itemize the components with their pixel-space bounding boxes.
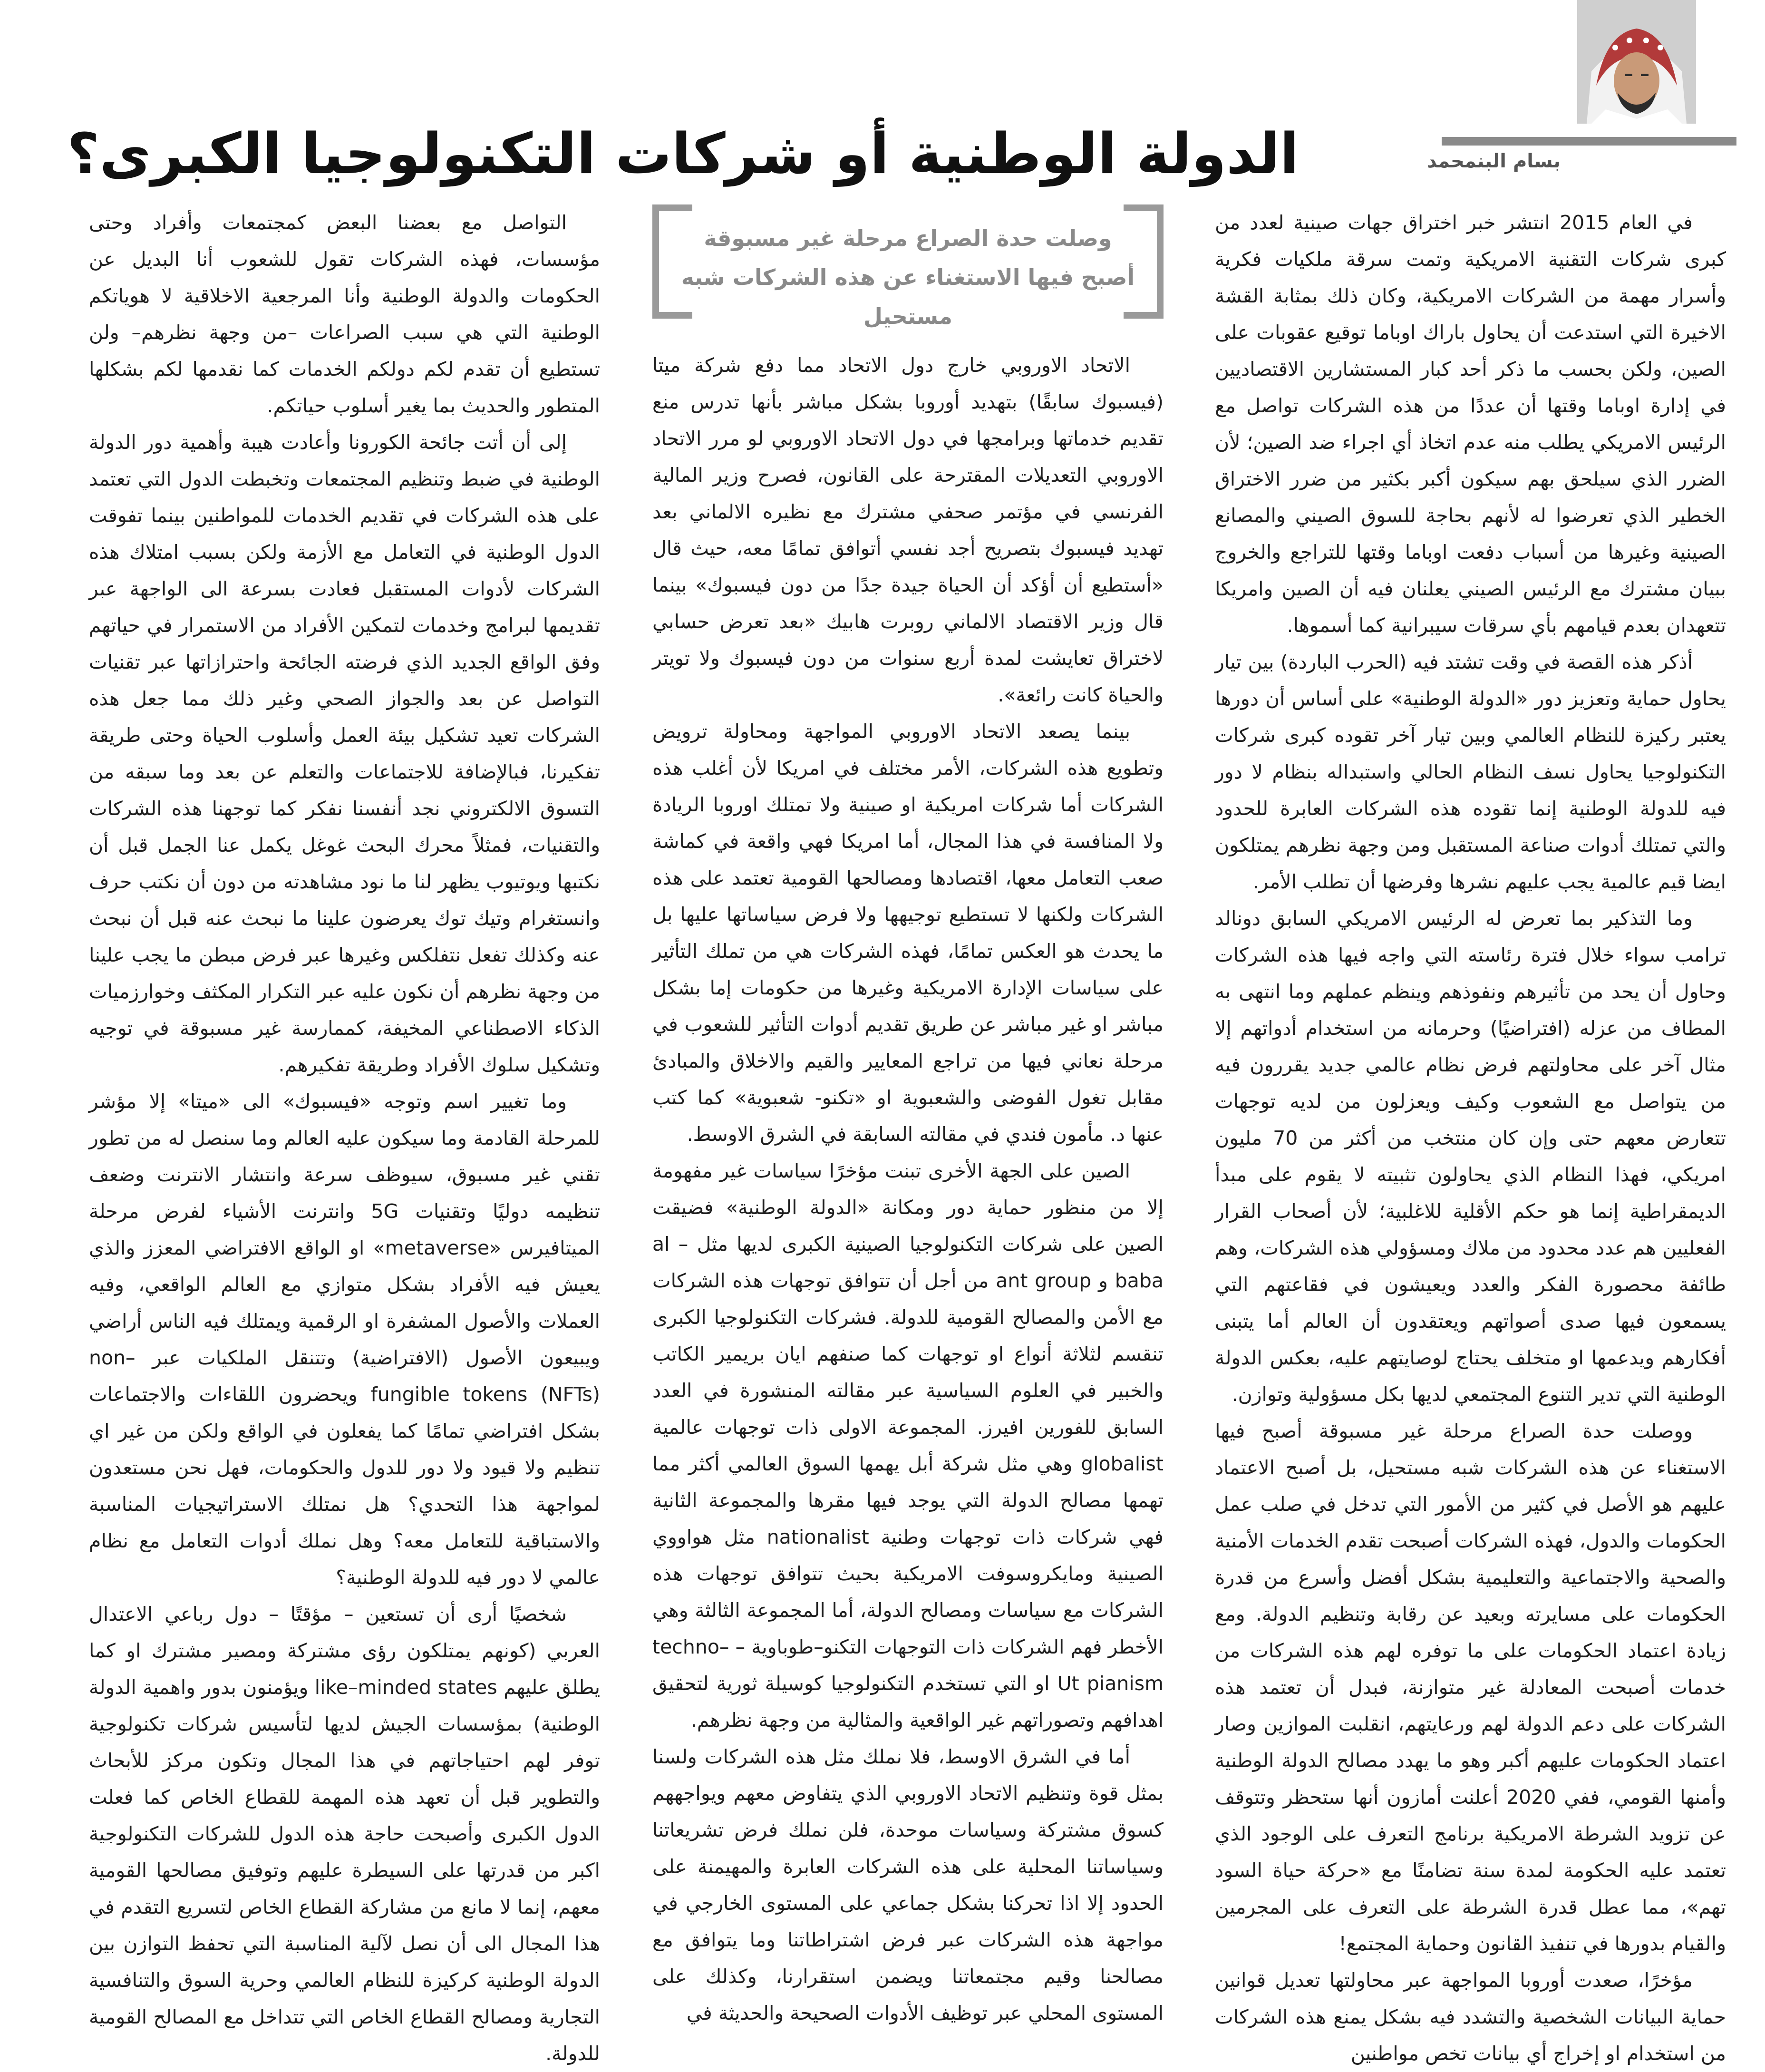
- paragraph: وما تغيير اسم وتوجه «فيسبوك» الى «ميتا» إلا مؤشر للمرحلة القادمة وما سيكون عليه العالم وما سنصل له من تطور تقني غير مسبوق، سيوظف سرعة وانتشار الانترنت وضعف تنظيمه دوليًا وتقنيات 5G وانترنت الأشياء لفرض مرحلة الميتافيرس «metaverse» او الواقع الافتراضي المعزز والذي يعيش فيه الأفراد بشكل متوازي مع العالم الواقعي، وفيه العملات والأصول المشفرة او الرقمية ويمتلك فيه الناس أراضي ويبيعون الأصول (الافتراضية) وتتنقل الملكيات عبر non–fungible tokens (NFTs) ويحضرون اللقاءات والاجتماعات بشكل افتراضي تمامًا كما يفعلون في الواقع ولكن من غير اي تنظيم ولا قيود ولا دور للدول والحكومات، فهل نحن مستعدون لمواجهة هذا التحدي؟ هل نمتلك الاستراتيجيات المناسبة والاستباقية للتعامل معه؟ وهل نملك أدوات التعامل مع نظام عالمي لا دور فيه للدولة الوطنية؟: [89, 1090, 600, 1589]
- column-middle: [652, 204, 1164, 2024]
- paragraph: الصين على الجهة الأخرى تبنت مؤخرًا سياسات غير مفهومة إلا من منظور حماية دور ومكانة «الدولة الوطنية» فضيقت الصين على شركات التكنولوجيا الصينية الكبرى لديها مثل al – baba و ant group من أجل أن تتوافق توجهات هذه الشركات مع الأمن والمصالح القومية للدولة. فشركات التكنولوجيا الكبرى تنقسم لثلاثة أنواع او توجهات كما صنفهم ايان بريمير الكاتب والخبير في العلوم السياسية عبر مقالته المنشورة في العدد السابق للفورين افيرز. المجموعة الاولى ذات توجهات عالمية globalist وهي مثل شركة أبل يهمها السوق العالمي أكثر مما تهمها مصالح الدولة التي يوجد فيها مقرها والمجموعة الثانية فهي شركات ذات توجهات وطنية nationalist مثل هواووي الصينية ومايكروسوفت الامريكية بحيث تتوافق توجهات هذه الشركات مع سياسات ومصالح الدولة، أما المجموعة الثالثة وهي الأخطر فهم الشركات ذات التوجهات التكنو–طوباوية – techno–Ut pianism او التي تستخدم التكنولوجيا كوسيلة ثورية لتحقيق اهدافهم وتصوراتهم غير الواقعية والمثالية من وجهة نظرهم.: [652, 1159, 1164, 1732]
- author-name: بسام البنمحمد: [1427, 150, 1561, 172]
- paragraph: أما في الشرق الاوسط، فلا نملك مثل هذه الشركات ولسنا بمثل قوة وتنظيم الاتحاد الاوروبي الذي يتفاوض معهم ويواجههم كسوق مشتركة وسياسات موحدة، فلن نملك فرض تشريعاتنا وسياساتنا المحلية على هذه الشركات العابرة والمهيمنة على الحدود إلا اذا تحركنا بشكل جماعي على المستوى الخارجي في مواجهة هذه الشركات عبر فرض اشتراطاتنا وما يتوافق مع مصالحنا وقيم مجتمعاتنا ويضمن استقرارنا، وكذلك على المستوى المحلي عبر توظيف الأدوات الصحيحة والحديثة في: [652, 1745, 1164, 2024]
- paragraph: إلى أن أتت جائحة الكورونا وأعادت هيبة وأهمية دور الدولة الوطنية في ضبط وتنظيم المجتمعات وتخبطت الدول التي تعتمد على هذه الشركات في تقديم الخدمات للمواطنين بينما تفوقت الدول الوطنية في التعامل مع الأزمة ولكن بسبب امتلاك هذه الشركات لأدوات المستقبل فعادت بسرعة الى الواجهة عبر تقديمها لبرامج وخدمات لتمكين الأفراد من الاستمرار في حياتهم وفق الواقع الجديد الذي فرضته الجائحة واحترازاتها عبر تقنيات التواصل عن بعد والجواز الصحي وغير ذلك مما جعل هذه الشركات تعيد تشكيل بيئة العمل وأسلوب الحياة وحتى طريقة تفكيرنا، فبالإضافة للاجتماعات والتعلم عن بعد وما سبقه من التسوق الالكتروني نجد أنفسنا نفكر كما توجهنا هذه الشركات والتقنيات، فمثلاً محرك البحث غوغل يكمل عنا الجمل قبل أن نكتبها ويوتيوب يظهر لنا ما نود مشاهدته من دون أن نكتب حرف وانستغرام وتيك توك يعرضون علينا ما نبحث عنه قبل أن نبحث عنه وكذلك تفعل نتفلكس وغيرها عبر فرض مبطن ما يجب علينا من وجهة نظرهم أن نكون عليه عبر التكرار المكثف وخوارزميات الذكاء الاصطناعي المخيفة، كممارسة غير مسبوقة في توجيه وتشكيل سلوك الأفراد وطريقة تفكيرهم.: [89, 431, 600, 1076]
- author-portrait: [1577, 0, 1696, 124]
- paragraph: وما التذكير بما تعرض له الرئيس الامريكي السابق دونالد ترامب سواء خلال فترة رئاسته التي واجه فيها هذه الشركات وحاول أن يحد من تأثيرهم ونفوذهم وينظم عملهم وما انتهى به المطاف من عزله (افتراضيًا) وحرمانه من استخدام أدواتهم إلا مثال آخر على محاولتهم فرض نظام عالمي جديد يقررون فيه من يتواصل مع الشعوب وكيف ويعزلون من لديه توجهات تتعارض معهم حتى وإن كان منتخب من أكثر من 70 مليون امريكي، فهذا النظام الذي يحاولون تثبيته لا يقوم على مبدأ الديمقراطية إنما هو حكم الأقلية للاغلبية؛ لأن أصحاب القرار الفعليين هم عدد محدود من ملاك ومسؤولي هذه الشركات، وهم طائفة محصورة الفكر والعدد ويعيشون في فقاعتهم التي يسمعون فيها صدى أصواتهم ويعتقدون أن العالم أما يتبنى أفكارهم ويدعمها او متخلف يحتاج لوصايتهم عليه، بعكس الدولة الوطنية التي تدير التنوع المجتمعي لديها بكل مسؤولية وتوازن.: [1215, 907, 1726, 1406]
- header-rule: [1442, 137, 1736, 146]
- article-header: [38, 0, 1736, 190]
- paragraph: مؤخرًا، صعدت أوروبا المواجهة عبر محاولتها تعديل قوانين حماية البيانات الشخصية والتشدد فيه بشكل يمنع هذه الشركات من استخدام او إخراج أي بيانات تخص مواطنين: [1215, 1969, 1726, 2065]
- paragraph: التواصل مع بعضنا البعض كمجتمعات وأفراد وحتى مؤسسات، فهذه الشركات تقول للشعوب أنا البديل عن الحكومات والدولة الوطنية وأنا المرجعية الاخلاقية لا هوياتكم الوطنية التي هي سبب الصراعات –من وجهة نظرهم– ولن تستطيع أن تقدم لكم دولكم الخدمات كما نقدمها لكم بشكلها المتطور والحديث بما يغير أسلوب حياتكم.: [89, 211, 600, 417]
- column-left: [89, 204, 600, 2065]
- column-right: [1215, 204, 1726, 2065]
- author-photo-icon: [1577, 0, 1696, 124]
- paragraph: في العام 2015 انتشر خبر اختراق جهات صينية لعدد من كبرى شركات التقنية الامريكية وتمت سرقة ملكيات فكرية وأسرار مهمة من الشركات الامريكية، وكان ذلك بمثابة القشة الاخيرة التي استدعت أن يحاول باراك اوباما توقيع عقوبات على الصين، ولكن بحسب ما ذكر أحد كبار المستشارين الاقتصاديين في إدارة اوباما وقتها أن عددًا من هذه الشركات تواصل مع الرئيس الامريكي يطلب منه عدم اتخاذ أي اجراء ضد الصين؛ لأن الضرر الذي سيلحق بهم سيكون أكبر بكثير من ضرر الاختراق الخطير الذي تعرضوا له لأنهم بحاجة للسوق الصيني والمصانع الصينية وغيرها من أسباب دفعت اوباما وقتها للتراجع والخروج ببيان مشترك مع الرئيس الصيني يعلنان فيه أن الصين وامريكا تتعهدان بعدم قيامهم بأي سرقات سيبرانية كما أسموها.: [1215, 211, 1726, 637]
- article-headline: الدولة الوطنية أو شركات التكنولوجيا الكبرى؟: [67, 121, 1299, 187]
- paragraph: شخصيًا أرى أن تستعين – مؤقتًا – دول رباعي الاعتدال العربي (كونهم يمتلكون رؤى مشتركة ومصير مشترك او كما يطلق عليهم like–minded states ويؤمنون بدور واهمية الدولة الوطنية) بمؤسسات الجيش لديها لتأسيس شركات تكنولوجية توفر لهم احتياجاتهم في هذا المجال وتكون مركز للأبحاث والتطوير قبل أن تعهد هذه المهمة للقطاع الخاص كما فعلت الدول الكبرى وأصبحت حاجة هذه الدول للشركات التكنولوجية اكبر من قدرتها على السيطرة عليهم وتوفيق مصالحها القومية معهم، إنما لا مانع من مشاركة القطاع الخاص لتسريع التقدم في هذا المجال الى أن نصل لآلية المناسبة التي تحفظ التوازن بين الدولة الوطنية كركيزة للنظام العالمي وحرية السوق والتنافسية التجارية ومصالح القطاع الخاص التي تتداخل مع المصالح القومية للدولة.: [89, 1603, 600, 2065]
- paragraph: أذكر هذه القصة في وقت تشتد فيه (الحرب الباردة) بين تيار يحاول حماية وتعزيز دور «الدولة الوطنية» على أساس أن دورها يعتبر ركيزة للنظام العالمي وبين تيار آخر تقوده كبرى شركات التكنولوجيا يحاول نسف النظام الحالي واستبداله بنظام لا دور فيه للدولة الوطنية إنما تقوده هذه الشركات العابرة للحدود والتي تمتلك أدوات صناعة المستقبل ومن وجهة نظرهم يمتلكون ايضا قيم عالمية يجب عليهم نشرها وفرضها أن تطلب الأمر.: [1215, 651, 1726, 893]
- paragraph: الاتحاد الاوروبي خارج دول الاتحاد مما دفع شركة ميتا (فيسبوك سابقًا) بتهديد أوروبا بشكل مباشر بأنها تدرس منع تقديم خدماتها وبرامجها في دول الاتحاد الاوروبي لو مرر الاتحاد الاوروبي التعديلات المقترحة على القانون، فصرح وزير المالية الفرنسي في مؤتمر صحفي مشترك مع نظيره الالماني بعد تهديد فيسبوك بتصريح أجد نفسي أتوافق تمامًا معه، حيث قال «أستطيع أن أؤكد أن الحياة جيدة جدًا من دون فيسبوك» بينما قال وزير الاقتصاد الالماني روبرت هابيك «بعد تعرض حسابي لاختراق تعايشت لمدة أربع سنوات من دون فيسبوك ولا تويتر والحياة كانت رائعة».: [652, 354, 1164, 706]
- paragraph: بينما يصعد الاتحاد الاوروبي المواجهة ومحاولة ترويض وتطويع هذه الشركات، الأمر مختلف في امريكا لأن أغلب هذه الشركات أما شركات امريكية او صينية ولا تمتلك اوروبا الريادة ولا المنافسة في هذا المجال، أما امريكا فهي واقعة في كماشة صعب التعامل معها، اقتصادها ومصالحها القومية تعتمد على هذه الشركات ولكنها لا تستطيع توجيهها ولا فرض سياساتها عليها بل ما يحدث هو العكس تمامًا، فهذه الشركات هي من تملك التأثير على سياسات الإدارة الامريكية وغيرها من حكومات إما بشكل مباشر او غير مباشر عن طريق تقديم أدوات التأثير للشعوب في مرحلة نعاني فيها من تراجع المعايير والقيم والاخلاق والمبادئ مقابل تغول الفوضى والشعبوية او «تكنو- شعبوية» كما كتب عنها د. مأمون فندي في مقالته السابقة في الشرق الاوسط.: [652, 720, 1164, 1146]
- pull-quote: وصلت حدة الصراع مرحلة غير مسبوقة أصبح فيها الاستغناء عن هذه الشركات شبه مستحيل: [652, 204, 1164, 319]
- paragraph: ووصلت حدة الصراع مرحلة غير مسبوقة أصبح فيها الاستغناء عن هذه الشركات شبه مستحيل، بل أصبح الاعتماد عليهم هو الأصل في كثير من الأمور التي تدخل في صلب عمل الحكومات والدول، فهذه الشركات أصبحت تقدم الخدمات الأمنية والصحية والاجتماعية والتعليمية بشكل أفضل وأسرع من قدرة الحكومات على مسايرته وبعيد عن رقابة وتنظيم الدولة. ومع زيادة اعتماد الحكومات على ما توفره لهم هذه الشركات من خدمات أصبحت المعادلة غير متوازنة، فبدل أن تعتمد هذه الشركات على دعم الدولة لهم ورعايتهم، انقلبت الموازين وصار اعتماد الحكومات عليهم أكبر وهو ما يهدد مصالح الدولة الوطنية وأمنها القومي، ففي 2020 أعلنت أمازون أنها ستحظر وتتوقف عن تزويد الشرطة الامريكية برنامج التعرف على الوجود الذي تعتمد عليه الحكومة لمدة سنة تضامنًا مع «حركة حياة السود تهم»، مما عطل قدرة الشرطة على التعرف على المجرمين والقيام بدورها في تنفيذ القانون وحماية المجتمع!: [1215, 1420, 1726, 1955]
